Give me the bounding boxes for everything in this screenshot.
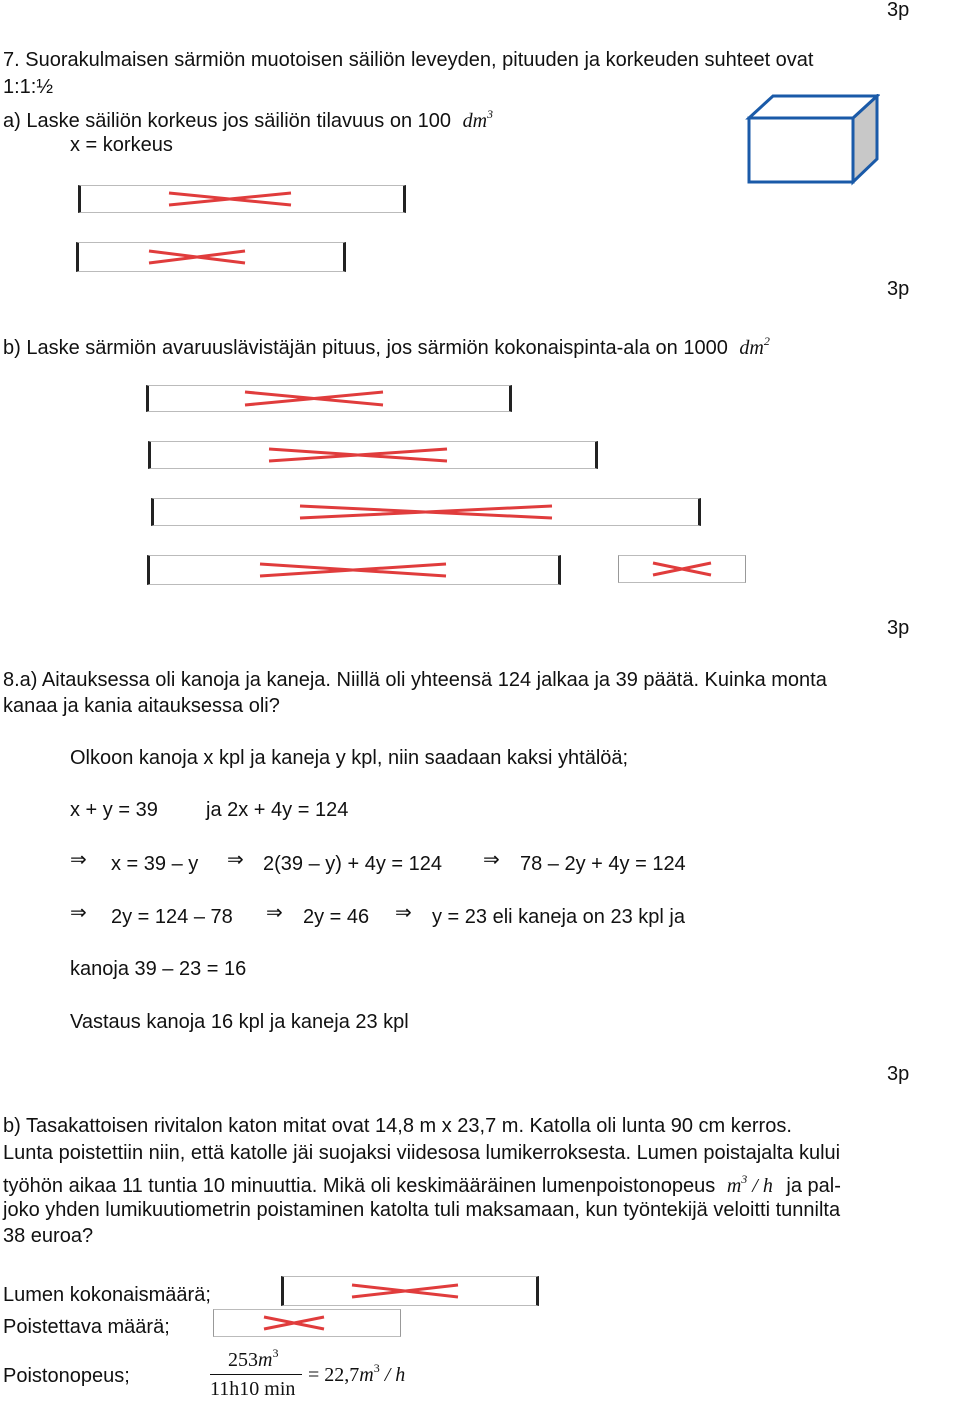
implies-arrow-icon: ⇒ [266,902,283,924]
q8b-question-line3: työhön aikaa 11 tuntia 10 minuuttia. Mikä oli keskimääräinen lumenpoistonopeus $m^3$ / h ja pal- [3,1172,841,1197]
q7a-text: a) Laske säiliön korkeus jos säiliön tilavuus on 100 $dm^3$ [3,107,494,132]
q8a-answer: Vastaus kanoja 16 kpl ja kaneja 23 kpl [70,1011,409,1033]
points-q8b: 3p [887,1063,910,1085]
q7b-unit: $dm^2$ [739,334,770,359]
q8a-step: 2y = 46 [303,906,370,928]
cross-out-mark [214,1310,400,1336]
q8a-equation-2: ja 2x + 4y = 124 [206,799,349,821]
cross-out-mark [150,556,558,584]
implies-arrow-icon: ⇒ [395,902,412,924]
q8b-rate-unit: $m^3$ / h [726,1172,773,1197]
answer-box-redacted [281,1276,539,1306]
answer-box-redacted [151,498,701,526]
cross-out-mark [79,243,343,271]
q7-x-definition: x = korkeus [70,134,173,156]
cross-out-mark [149,386,509,411]
q8a-step: x = 39 – y [111,853,199,875]
implies-arrow-icon: ⇒ [227,849,244,871]
q8a-question-line1: 8.a) Aitauksessa oli kanoja ja kaneja. Niillä oli yhteensä 124 jalkaa ja 39 päätä. Kuinka monta [3,669,827,691]
implies-arrow-icon: ⇒ [483,849,500,871]
answer-box-redacted [618,555,746,583]
answer-box-redacted [148,441,598,469]
q8b-question-line2: Lunta poistettiin niin, että katolle jäi suojaksi viidesosa lumikerroksesta. Lumen poistajalta kului [3,1142,841,1164]
cross-out-mark [284,1277,536,1305]
answer-box-redacted [146,385,512,412]
fraction-bar [210,1374,302,1375]
q7a-unit: $dm^3$ [462,107,494,132]
q7-intro-line2: 1:1:½ [3,76,54,98]
q7b-text: b) Laske särmiön avaruuslävistäjän pituus, jos särmiön kokonaispinta-ala on 1000 $dm^2$ [3,334,770,359]
q8a-equation-1: x + y = 39 [70,799,158,821]
removal-rate-result: = $22,7m^3$ / h [308,1361,406,1386]
total-snow-label: Lumen kokonaismäärä; [3,1284,211,1306]
q8a-question-line2: kanaa ja kania aitauksessa oli? [3,695,280,717]
q8a-step: 2y = 124 – 78 [111,906,233,928]
answer-box-redacted [76,242,346,272]
fraction-denominator: 11h10 min [210,1378,296,1400]
q8b-question-line4: joko yhden lumikuutiometrin poistaminen katolta tuli maksamaan, kun työntekijä veloitti tunnilta [3,1199,841,1221]
implies-arrow-icon: ⇒ [70,902,87,924]
removal-rate-label: Poistonopeus; [3,1365,130,1387]
q8a-solution-intro: Olkoon kanoja x kpl ja kaneja y kpl, niin saadaan kaksi yhtälöä; [70,747,629,769]
cross-out-mark [81,186,403,212]
points-q8a: 3p [887,617,910,639]
fraction-numerator: $253m^3$ [228,1346,279,1371]
cross-out-mark [619,556,745,582]
points-q7a: 3p [887,0,910,21]
q7-intro-line1: 7. Suorakulmaisen särmiön muotoisen säiliön leveyden, pituuden ja korkeuden suhteet ovat [3,49,814,71]
q8a-step: y = 23 eli kaneja on 23 kpl ja [432,906,685,928]
points-q7b: 3p [887,278,910,300]
removed-snow-label: Poistettava määrä; [3,1316,170,1338]
q8b-question-line5: 38 euroa? [3,1225,94,1247]
box-illustration [745,94,880,186]
q8a-step: 2(39 – y) + 4y = 124 [263,853,443,875]
implies-arrow-icon: ⇒ [70,849,87,871]
q8a-step: kanoja 39 – 23 = 16 [70,958,247,980]
cross-out-mark [151,442,595,468]
answer-box-redacted [78,185,406,213]
cross-out-mark [154,499,698,525]
answer-box-redacted [147,555,561,585]
q8b-question-line1: b) Tasakattoisen rivitalon katon mitat ovat 14,8 m x 23,7 m. Katolla oli lunta 90 cm kerros. [3,1115,792,1137]
q8a-step: 78 – 2y + 4y = 124 [520,853,686,875]
answer-box-redacted [213,1309,401,1337]
